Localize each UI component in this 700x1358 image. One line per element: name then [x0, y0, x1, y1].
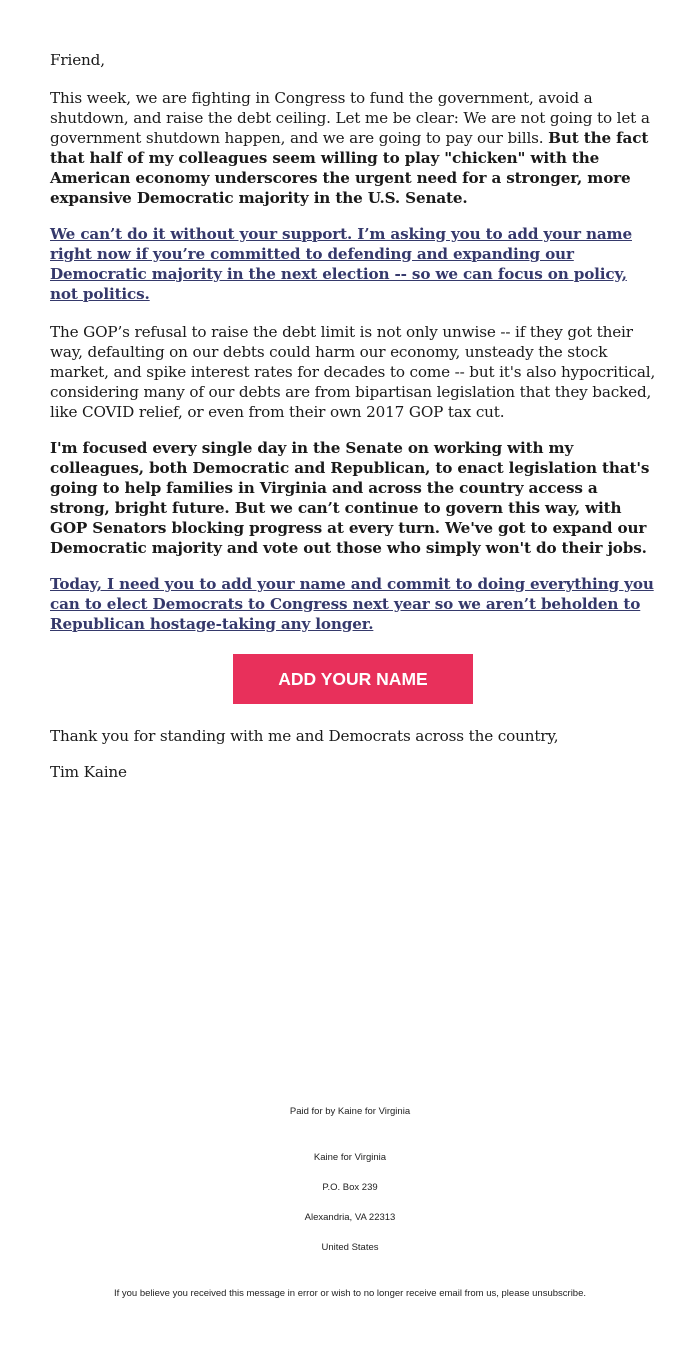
footer-country: United States: [321, 1242, 379, 1253]
paragraph-intro: [50, 88, 656, 208]
paragraph-debt-limit: The GOP’s refusal to raise the debt limit is not only unwise -- if they got their way, defaulting on our debts could harm our economy, unsteady the stock market, and spike interest rates for decades to come -- but it's also hypocritical, considering many of our debts are from bipartisan legislation that they backed, like COVID relief, or even from their own 2017 GOP tax cut.: [50, 323, 656, 421]
paragraph-intro-text: This week, we are fighting in Congress to fund the government, avoid a shutdown, and raise the debt ceiling. Let me be clear: We are not going to let a government shutdown happen, and we are going to pay our bills.: [50, 89, 650, 147]
cta-container: [50, 654, 656, 704]
paragraph-intro-bold: But the fact that half of my colleagues seem willing to play "chicken" with the American economy underscores the urgent need for a stronger, more expansive Democratic majority in the U.S. Senate.: [50, 129, 649, 207]
footer-city-state-zip: Alexandria, VA 22313: [304, 1212, 396, 1223]
commit-link-paragraph: [50, 574, 656, 634]
add-your-name-button[interactable]: ADD YOUR NAME: [233, 654, 473, 704]
closing-line: Thank you for standing with me and Democrats across the country,: [50, 727, 559, 745]
paid-for-disclaimer: Paid for by Kaine for Virginia: [289, 1106, 411, 1117]
footer-po-box: P.O. Box 239: [322, 1182, 378, 1193]
footer-org-name: Kaine for Virginia: [313, 1152, 387, 1163]
unsubscribe-link[interactable]: If you believe you received this message in error or wish to no longer receive email from us, please unsubscribe.: [113, 1288, 587, 1299]
support-link-paragraph: [50, 224, 656, 304]
support-link[interactable]: We can’t do it without your support. I’m asking you to add your name right now if you’re committed to defending and expanding our Democratic majority in the next election -- so we can focus on policy, not politics.: [50, 225, 632, 303]
signature: Tim Kaine: [50, 763, 127, 781]
paragraph-senate-focus: I'm focused every single day in the Senate on working with my colleagues, both Democratic and Republican, to enact legislation that's going to help families in Virginia and across the country access a strong, bright future. But we can’t continue to govern this way, with GOP Senators blocking progress at every turn. We've got to expand our Democratic majority and vote out those who simply won't do their jobs.: [50, 439, 650, 557]
commit-link[interactable]: Today, I need you to add your name and commit to doing everything you can to elect Democrats to Congress next year so we aren’t beholden to Republican hostage-taking any longer.: [50, 575, 654, 633]
email-body: [50, 50, 656, 782]
footer-unsubscribe: [0, 1288, 700, 1299]
greeting: Friend,: [50, 51, 105, 69]
